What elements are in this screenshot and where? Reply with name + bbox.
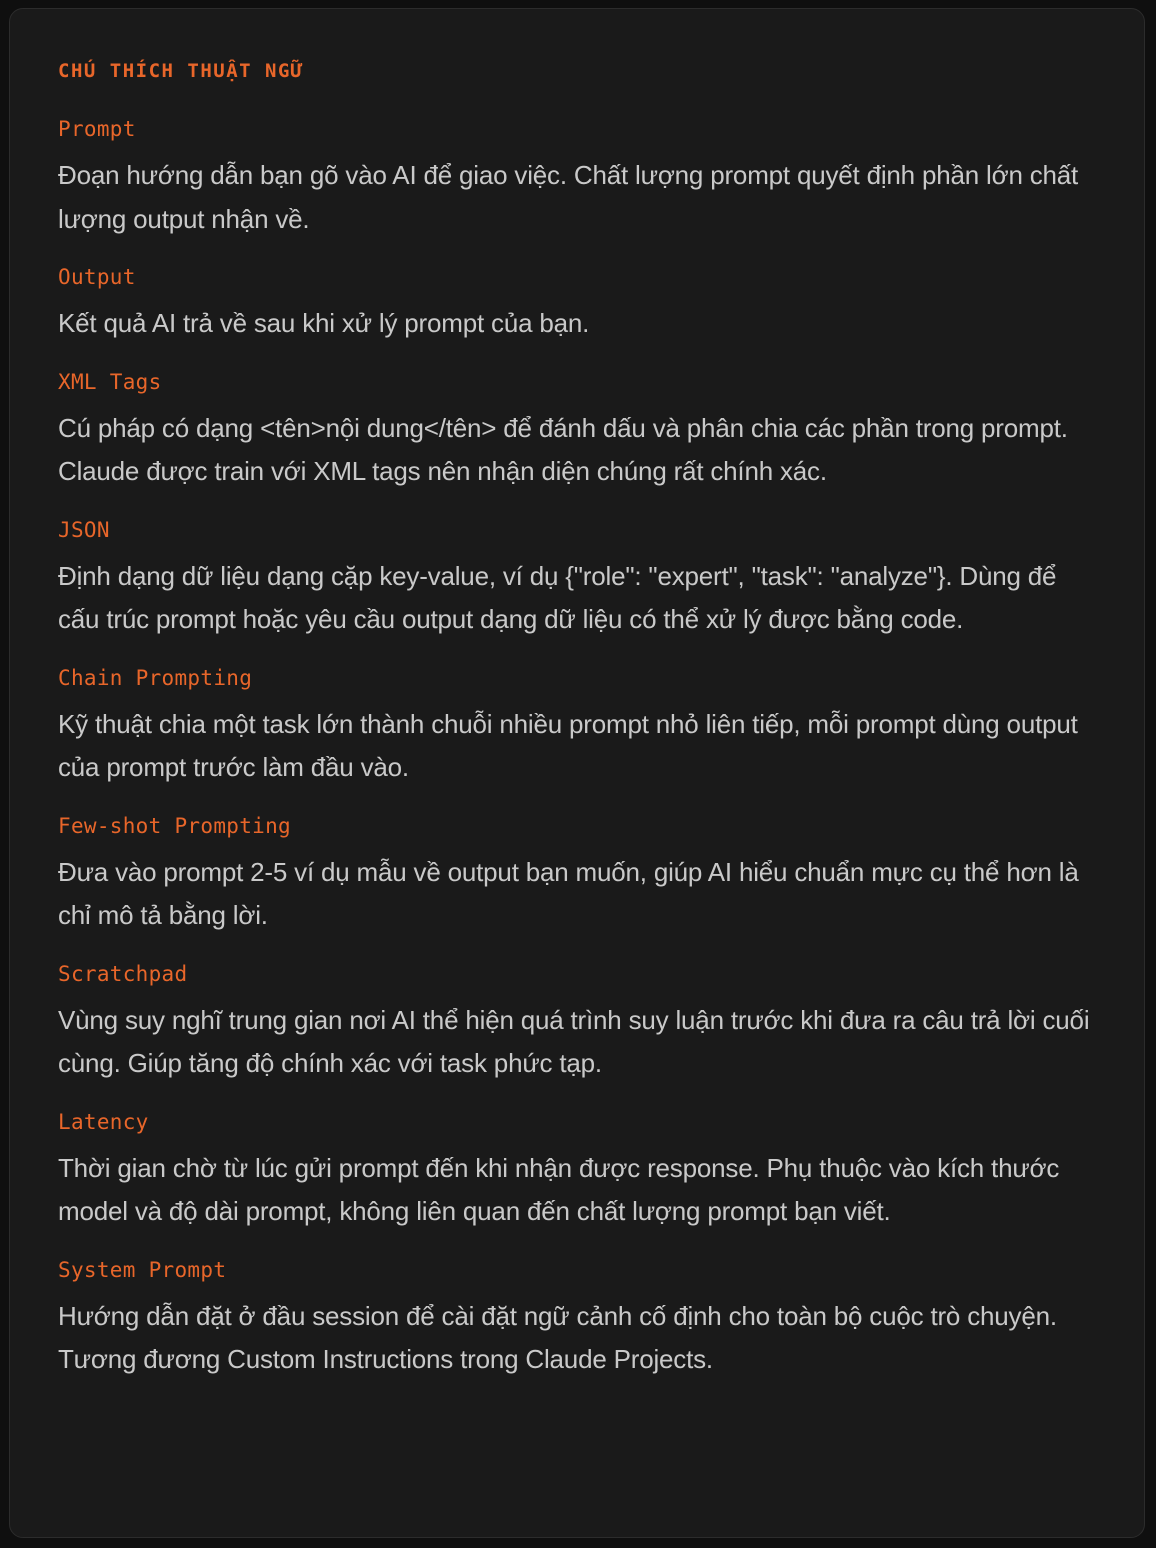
glossary-card bbox=[9, 8, 1145, 1538]
glossary-term bbox=[58, 1107, 1096, 1234]
term-name: Scratchpad bbox=[58, 961, 188, 986]
glossary-term bbox=[58, 367, 1096, 494]
term-name: Output bbox=[58, 265, 136, 289]
term-description: Cú pháp có dạng <tên>nội dung</tên> để đánh dấu và phân chia các phần trong prompt. Claude được train với XML tags nên nhận diện chúng rất chính xác. bbox=[58, 412, 1068, 486]
term-name: XML Tags bbox=[58, 369, 162, 394]
term-description: Hướng dẫn đặt ở đầu session để cài đặt ngữ cảnh cố định cho toàn bộ cuộc trò chuyện. Tương đương Custom Instructions trong Claude Projects. bbox=[58, 1300, 1057, 1374]
term-description: Kỹ thuật chia một task lớn thành chuỗi nhiều prompt nhỏ liên tiếp, mỗi prompt dùng output của prompt trước làm đầu vào. bbox=[58, 708, 1078, 782]
term-name: Few-shot Prompting bbox=[58, 813, 291, 838]
term-name: System Prompt bbox=[58, 1257, 227, 1282]
term-description: Thời gian chờ từ lúc gửi prompt đến khi nhận được response. Phụ thuộc vào kích thước model và độ dài prompt, không liên quan đến chất lượng prompt bạn viết. bbox=[58, 1152, 1060, 1226]
term-name: Chain Prompting bbox=[58, 665, 253, 690]
glossary-term-list bbox=[58, 114, 1096, 1382]
glossary-term bbox=[58, 515, 1096, 642]
glossary-term bbox=[58, 959, 1096, 1086]
glossary-term bbox=[58, 114, 1096, 241]
term-name: Latency bbox=[58, 1109, 149, 1134]
glossary-term bbox=[58, 811, 1096, 938]
glossary-term bbox=[58, 663, 1096, 790]
term-name: Prompt bbox=[58, 117, 136, 141]
term-description: Kết quả AI trả về sau khi xử lý prompt của bạn. bbox=[58, 308, 590, 338]
term-description: Định dạng dữ liệu dạng cặp key-value, ví dụ {"role": "expert", "task": "analyze"}. Dùng để cấu trúc prompt hoặc yêu cầu output dạng dữ liệu có thể xử lý được bằng code. bbox=[58, 560, 1057, 634]
term-description: Vùng suy nghĩ trung gian nơi AI thể hiện quá trình suy luận trước khi đưa ra câu trả lời cuối cùng. Giúp tăng độ chính xác với task phức tạp. bbox=[58, 1004, 1090, 1078]
term-description: Đoạn hướng dẫn bạn gõ vào AI để giao việc. Chất lượng prompt quyết định phần lớn chất lượng output nhận về. bbox=[58, 160, 1079, 234]
glossary-title: CHÚ THÍCH THUẬT NGỮ bbox=[58, 60, 304, 82]
glossary-term bbox=[58, 1255, 1096, 1382]
term-description: Đưa vào prompt 2-5 ví dụ mẫu về output bạn muốn, giúp AI hiểu chuẩn mực cụ thể hơn là chỉ mô tả bằng lời. bbox=[58, 856, 1079, 930]
glossary-term bbox=[58, 262, 1096, 346]
term-name: JSON bbox=[58, 517, 110, 542]
